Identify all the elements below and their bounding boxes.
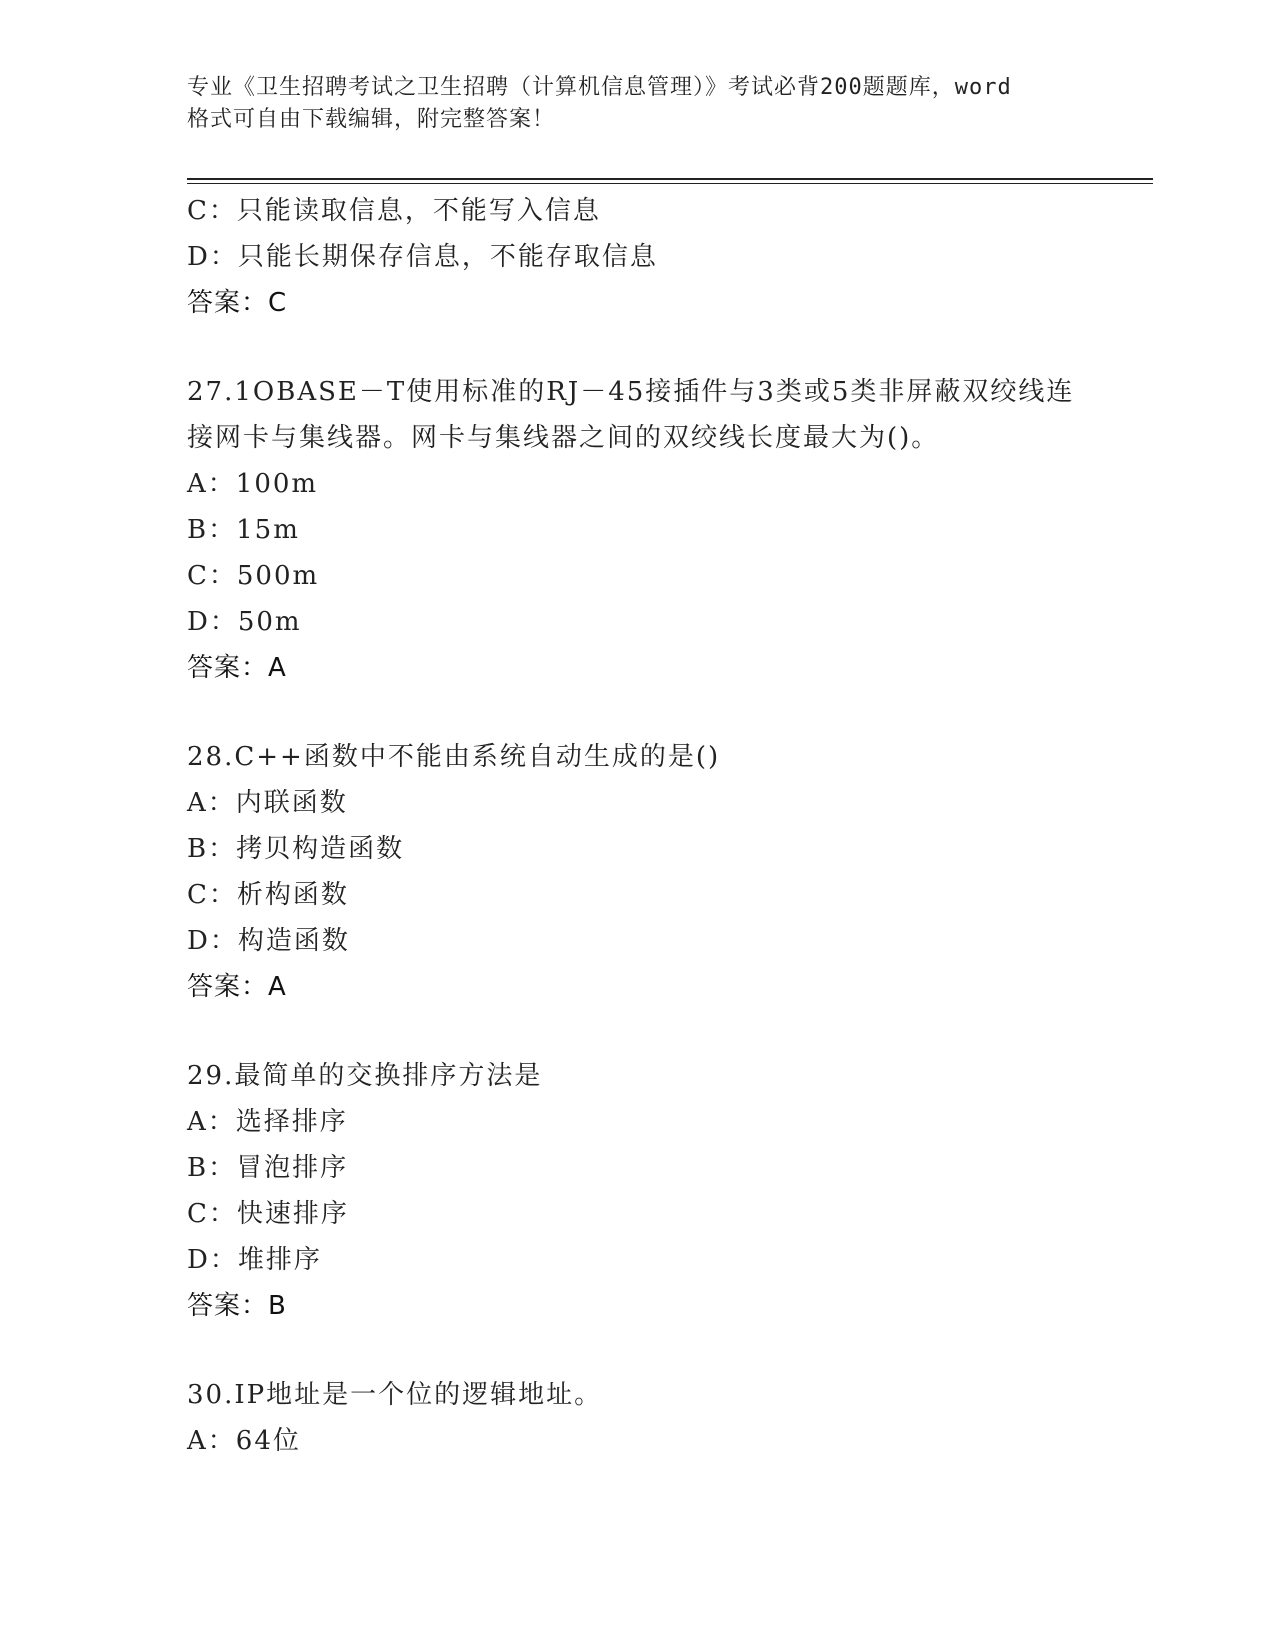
option-b: B：拷贝构造函数: [187, 834, 405, 864]
question-block-27: [187, 369, 1147, 691]
spacer: [187, 326, 1147, 369]
option-a: A：选择排序: [187, 1107, 348, 1137]
option-c: C：析构函数: [187, 880, 349, 910]
question-stem: 30.IP地址是一个位的逻辑地址。: [187, 1380, 603, 1410]
option-a: A：内联函数: [187, 788, 348, 818]
option-d: D：堆排序: [187, 1245, 322, 1275]
header-divider-thick: [187, 178, 1153, 180]
option-d: D：构造函数: [187, 926, 350, 956]
header-divider-thin: [187, 183, 1153, 184]
spacer: [187, 1329, 1147, 1372]
option-a: A：64位: [187, 1426, 301, 1456]
option-d: D：50m: [187, 607, 302, 637]
question-block-28: [187, 734, 1147, 1010]
answer-line: 答案：B: [187, 1291, 287, 1321]
option-c: C：快速排序: [187, 1199, 349, 1229]
answer-line: 答案：A: [187, 653, 287, 683]
option-d: D：只能长期保存信息，不能存取信息: [187, 242, 658, 272]
answer-line: 答案：C: [187, 288, 288, 318]
question-stem-continued: 接网卡与集线器。网卡与集线器之间的双绞线长度最大为()。: [187, 423, 940, 453]
question-block-29: [187, 1053, 1147, 1329]
question-stem: 28.C++函数中不能由系统自动生成的是(): [187, 742, 721, 772]
question-block-26: [187, 188, 1147, 326]
question-list: [187, 188, 1147, 1464]
header-line-2: 格式可自由下载编辑，附完整答案！: [187, 107, 556, 132]
question-stem: 29.最简单的交换排序方法是: [187, 1061, 543, 1091]
document-header: [187, 72, 1087, 136]
question-stem: 27.1OBASE－T使用标准的RJ－45接插件与3类或5类非屏蔽双绞线连: [187, 377, 1075, 407]
spacer: [187, 691, 1147, 734]
option-a: A：100m: [187, 469, 319, 499]
question-block-30: [187, 1372, 1147, 1464]
option-b: B：冒泡排序: [187, 1153, 349, 1183]
header-line-1: 专业《卫生招聘考试之卫生招聘（计算机信息管理）》考试必背200题题库，word: [187, 75, 1012, 100]
option-b: B：15m: [187, 515, 300, 545]
option-c: C：只能读取信息，不能写入信息: [187, 196, 601, 226]
option-c: C：500m: [187, 561, 320, 591]
answer-line: 答案：A: [187, 972, 287, 1002]
spacer: [187, 1010, 1147, 1053]
